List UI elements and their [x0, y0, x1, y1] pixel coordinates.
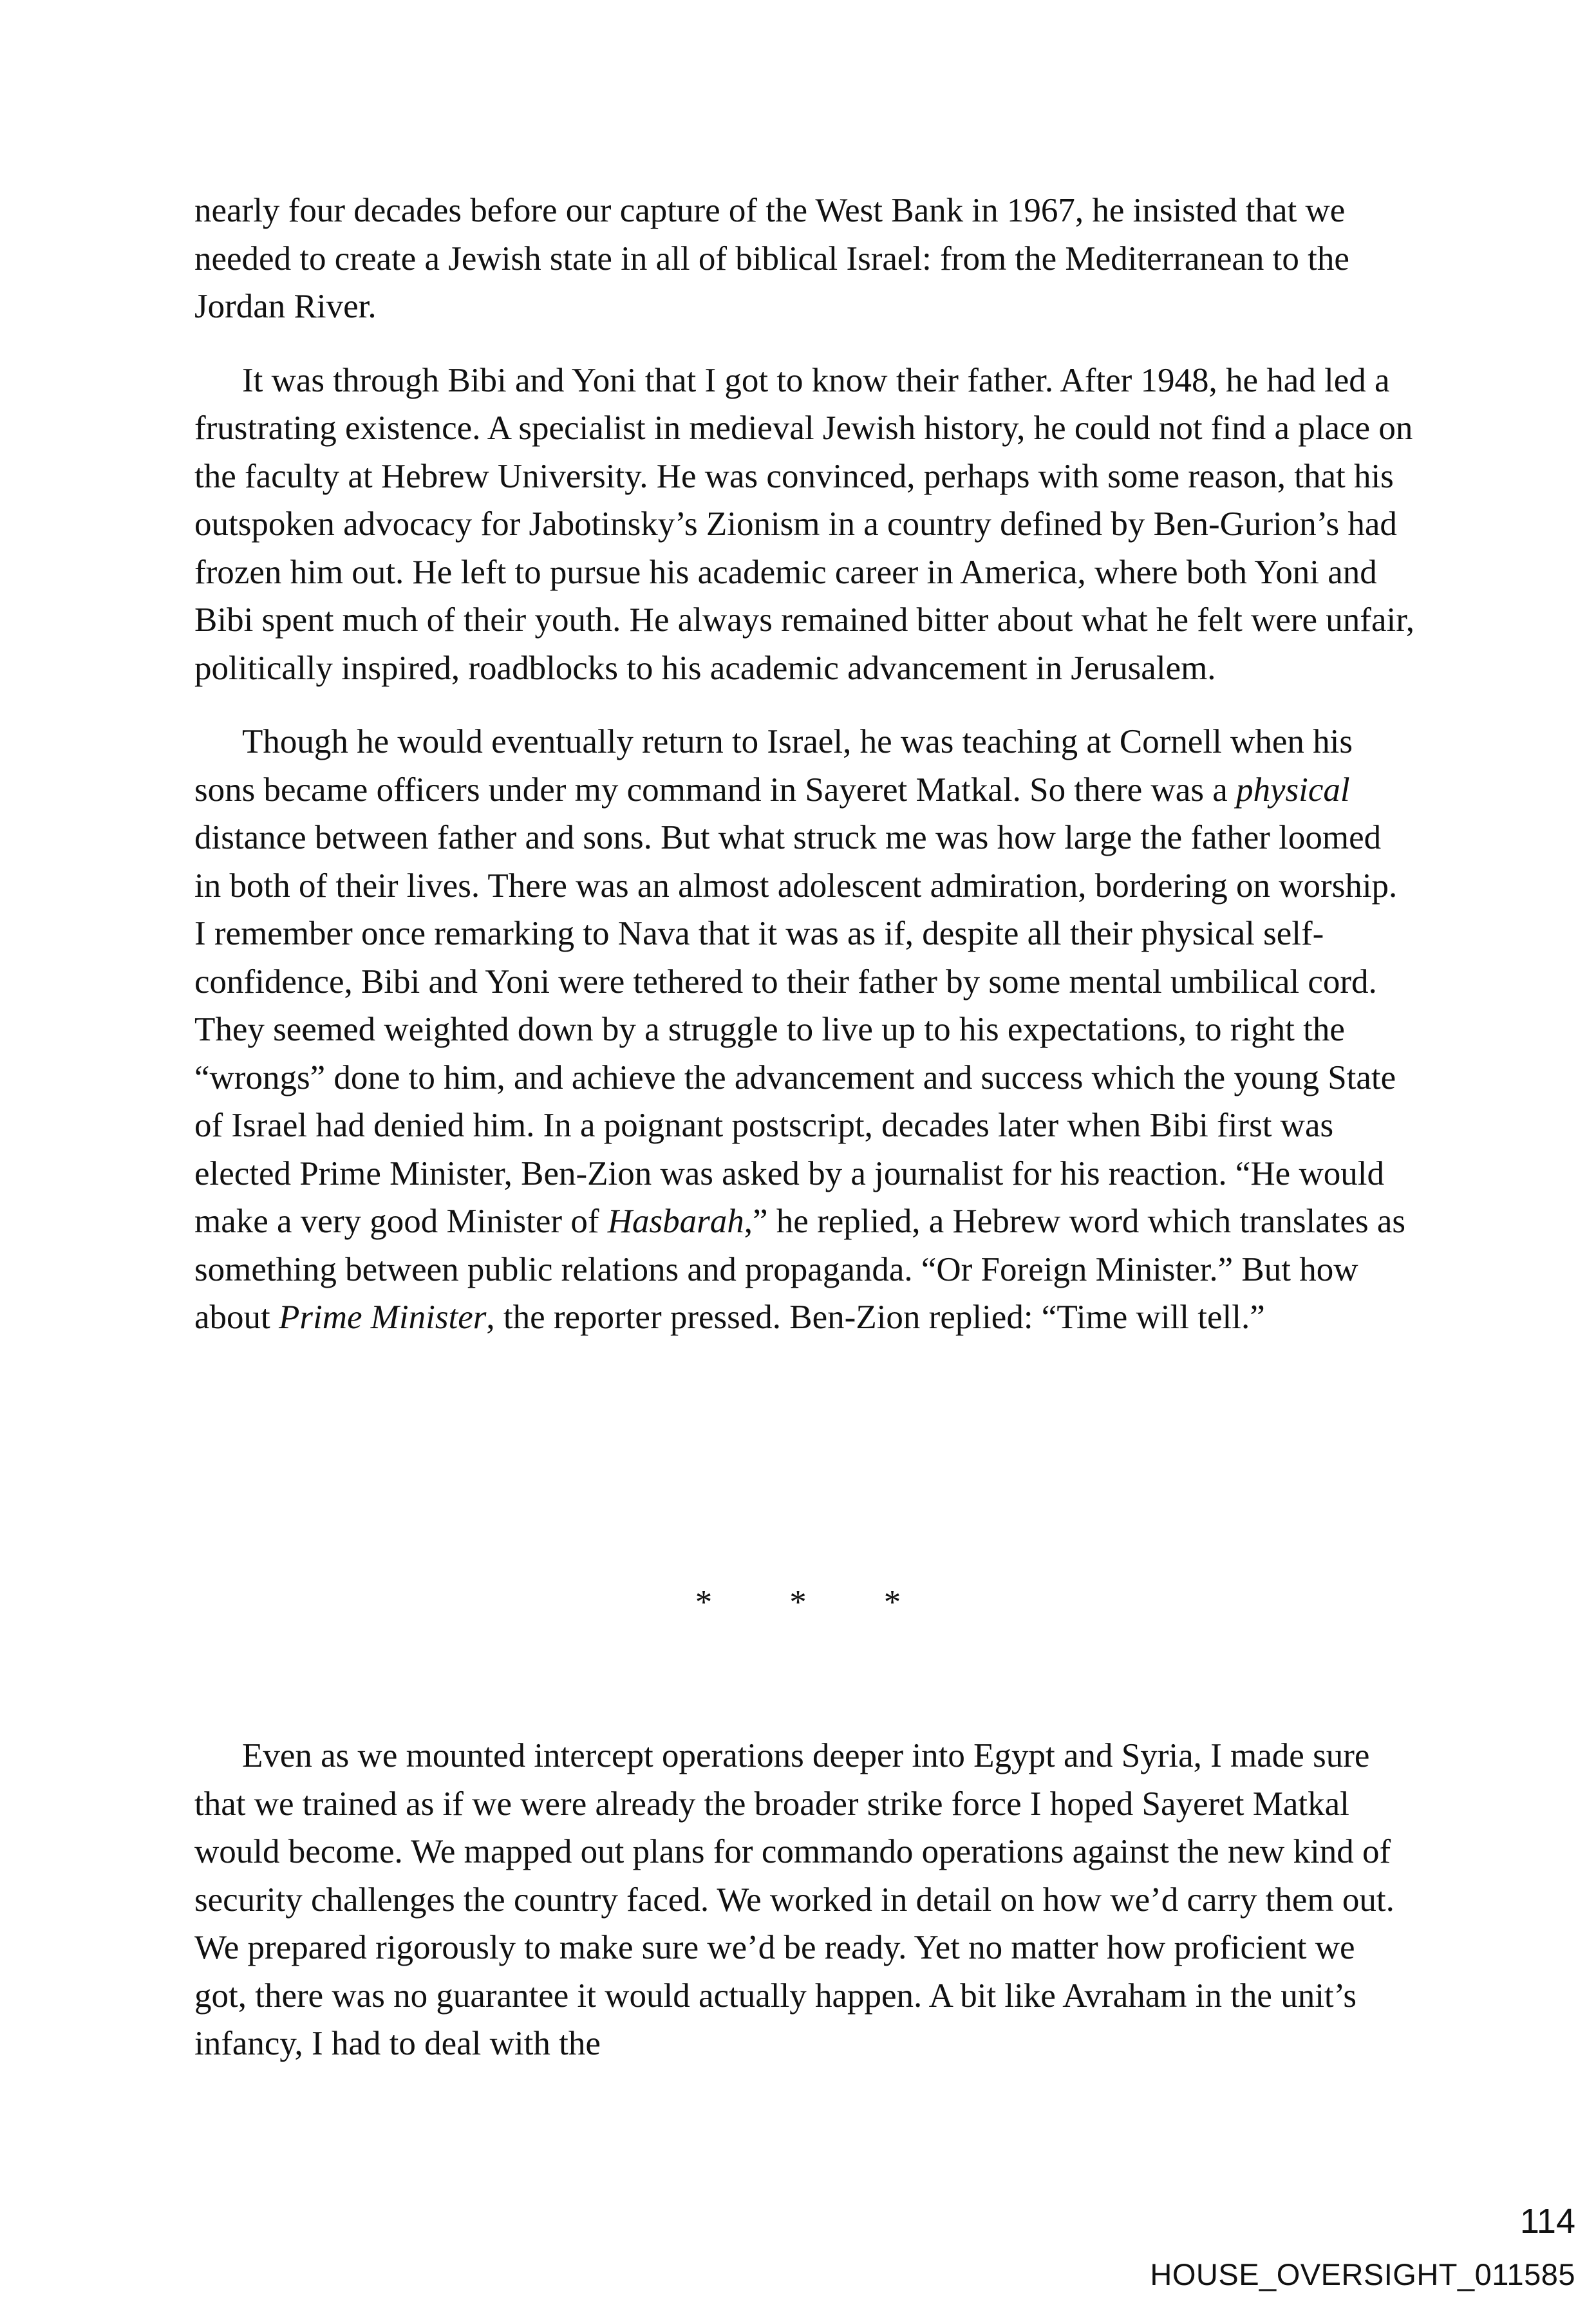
section-break-asterisk: *: [695, 1584, 713, 1621]
paragraph-3-text-1: Though he would eventually return to Israel, he was teaching at Cornell when his sons became officers under my command in Sayeret Matkal. So there was a: [194, 723, 1353, 809]
paragraph-4: Even as we mounted intercept operations deeper into Egypt and Syria, I made sure that we trained as if we were already the broader strike force I hoped Sayeret Matkal would become. We mapped out plans for commando operations against the new kind of security challenges the country faced. We worked in detail on how we’d carry them out. We prepared rigorously to make sure we’d be ready. Yet no matter how proficient we got, there was no guarantee it would actually happen. A bit like Avraham in the unit’s infancy, I had to deal with the: [194, 1737, 1394, 2062]
paragraph-3-emphasis-2: Hasbarah: [607, 1203, 744, 1240]
paragraph-3-text-2: distance between father and sons. But what struck me was how large the father loomed in both of their lives. There was an almost adolescent admiration, bordering on worship. I remember once remarking to Nava that it was as if, despite all their physical self-confidence, Bibi and Yoni were tethered to their father by some mental umbilical cord. They seemed weighted down by a struggle to live up to his expectations, to right the “wrongs” done to him, and achieve the advancement and success which the young State of Israel had denied him. In a poignant postscript, decades later when Bibi first was elected Prime Minister, Ben-Zion was asked by a journalist for his reaction. “He would make a very good Minister of: [194, 819, 1398, 1240]
paragraph-3-text-3: ,” he replied, a Hebrew word which translates as something between public relations and propaganda. “Or Foreign Minister.” But how about: [194, 1203, 1405, 1336]
paragraph-3-text-4: , the reporter pressed. Ben-Zion replied: “Time will tell.”: [486, 1299, 1265, 1336]
paragraph-3: [194, 718, 1414, 1342]
paragraph-2: It was through Bibi and Yoni that I got to know their father. After 1948, he had led a frustrating existence. A specialist in medieval Jewish history, he could not find a place on the faculty at Hebrew University. He was convinced, perhaps with some reason, that his outspoken advocacy for Jabotinsky’s Zionism in a country defined by Ben-Gurion’s had frozen him out. He left to pursue his academic career in America, where both Yoni and Bibi spent much of their youth. He always remained bitter about what he felt were unfair, politically inspired, roadblocks to his academic advancement in Jerusalem.: [194, 361, 1414, 687]
paragraph-1: nearly four decades before our capture of the West Bank in 1967, he insisted that we needed to create a Jewish state in all of biblical Israel: from the Mediterranean to the Jordan River.: [194, 192, 1349, 325]
page-body: [194, 187, 1414, 1342]
paragraph-3-emphasis-1: physical: [1235, 771, 1350, 809]
bates-number: HOUSE_OVERSIGHT_011585: [1150, 2257, 1575, 2291]
page-number: 114: [1519, 2202, 1575, 2241]
section-break-asterisk: *: [789, 1584, 807, 1621]
section-break: [0, 1579, 1596, 1626]
paragraph-3-emphasis-3: Prime Minister: [279, 1299, 487, 1336]
section-break-asterisk: *: [883, 1584, 901, 1621]
page-body-continued: [194, 1732, 1414, 2068]
